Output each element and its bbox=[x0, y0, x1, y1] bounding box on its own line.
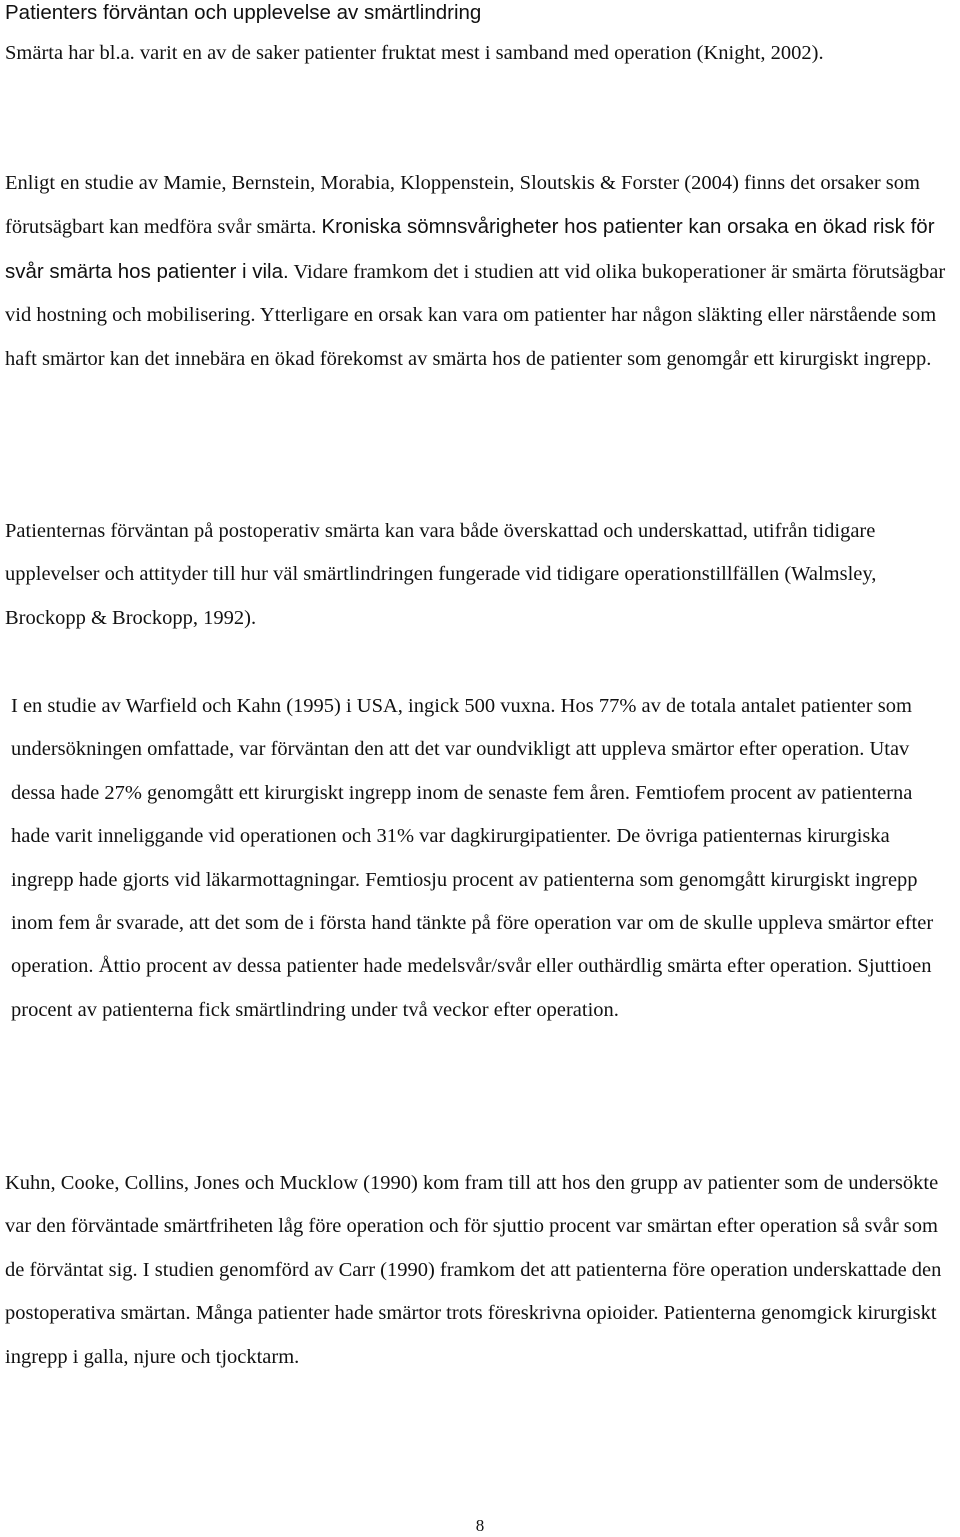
section-heading: Patienters förväntan och upplevelse av smärtlindring bbox=[5, 1, 482, 24]
sentence: Femtiofem procent av patienterna hade varit inneliggande vid operationen och 31% var dagkirurgipatienter. bbox=[11, 781, 913, 848]
sentence: Ytterligare en orsak kan vara om patienter har någon släkting eller närstående som haft smärtor kan det innebära en ökad förekomst av smärta hos de patienter som genomgår ett kirurgiskt ingrepp. bbox=[5, 304, 937, 370]
page-number: 8 bbox=[475, 1516, 485, 1535]
document-page bbox=[5, 0, 955, 1368]
sentence: Kuhn, Cooke, Collins, Jones och Mucklow (1990) kom fram till att hos den grupp av patienter som de undersökte var den förväntade smärtfriheten låg före operation och för sjuttio procent var smärtan efter operation så svår som de förväntat sig. bbox=[5, 1172, 939, 1281]
sentence: Patienterna genomgick kirurgiskt ingrepp i galla, njure och tjocktarm. bbox=[5, 1302, 937, 1368]
sentence: Sjuttioen procent av patienterna fick smärtlindring under två veckor efter operation. bbox=[11, 955, 932, 1021]
paragraph-predictable-pain bbox=[5, 162, 955, 381]
sentence: Smärta har bl.a. varit en av de saker patienter fruktat mest i samband med operation (Knight, 2002). bbox=[5, 42, 824, 64]
sentence: Åttio procent av dessa patienter hade medelsvår/svår eller outhärdlig smärta efter operation. bbox=[98, 955, 853, 978]
sentence: Kroniska sömnsvårigheter hos patienter kan orsaka en ökad risk för svår smärta hos patienter i vila. bbox=[5, 215, 935, 283]
sentence: Många patienter hade smärtor trots föreskrivna opioider. bbox=[195, 1302, 659, 1325]
sentence: De övriga patienternas kirurgiska ingrepp hade gjorts vid läkarmottagningar. bbox=[11, 825, 890, 891]
sentence: Enligt en studie av Mamie, Bernstein, Morabia, Kloppenstein, Sloutskis & Forster (2004) finns det orsaker som förutsägbart kan medföra svår smärta. bbox=[5, 172, 920, 239]
paragraph-warfield-kahn-study bbox=[5, 685, 955, 1032]
paragraph-pain-fear bbox=[5, 32, 824, 75]
sentence: I en studie av Warfield och Kahn (1995) i USA, ingick 500 vuxna. bbox=[11, 695, 556, 717]
paragraph-kuhn-carr-studies bbox=[5, 1162, 955, 1379]
sentence: I studien genomförd av Carr (1990) framkom det att patienterna före operation underskattade den postoperativa smärtan. bbox=[5, 1258, 942, 1325]
sentence: Patienternas förväntan på postoperativ smärta kan vara både överskattad och underskattad, utifrån tidigare upplevelser och attityder till hur väl smärtlindringen fungerade vid tidigare operationstillfällen (Walmsley, Brockopp & Brockopp, 1992). bbox=[5, 520, 877, 629]
sentence: Femtiosju procent av patienterna som genomgått kirurgiskt ingrepp inom fem år svarade, att det som de i första hand tänkte på före operation var om de skulle uppleva smärtor efter operation. bbox=[11, 868, 934, 978]
sentence: Utav dessa hade 27% genomgått ett kirurgiskt ingrepp inom de senaste fem åren. bbox=[11, 738, 910, 804]
sentence: Vidare framkom det i studien att vid olika bukoperationer är smärta förutsägbar vid hostning och mobilisering. bbox=[5, 260, 946, 327]
paragraph-expectations bbox=[5, 510, 955, 640]
sentence: Hos 77% av de totala antalet patienter som undersökningen omfattade, var förväntan den att det var oundvikligt att uppleva smärtor efter operation. bbox=[11, 695, 912, 761]
